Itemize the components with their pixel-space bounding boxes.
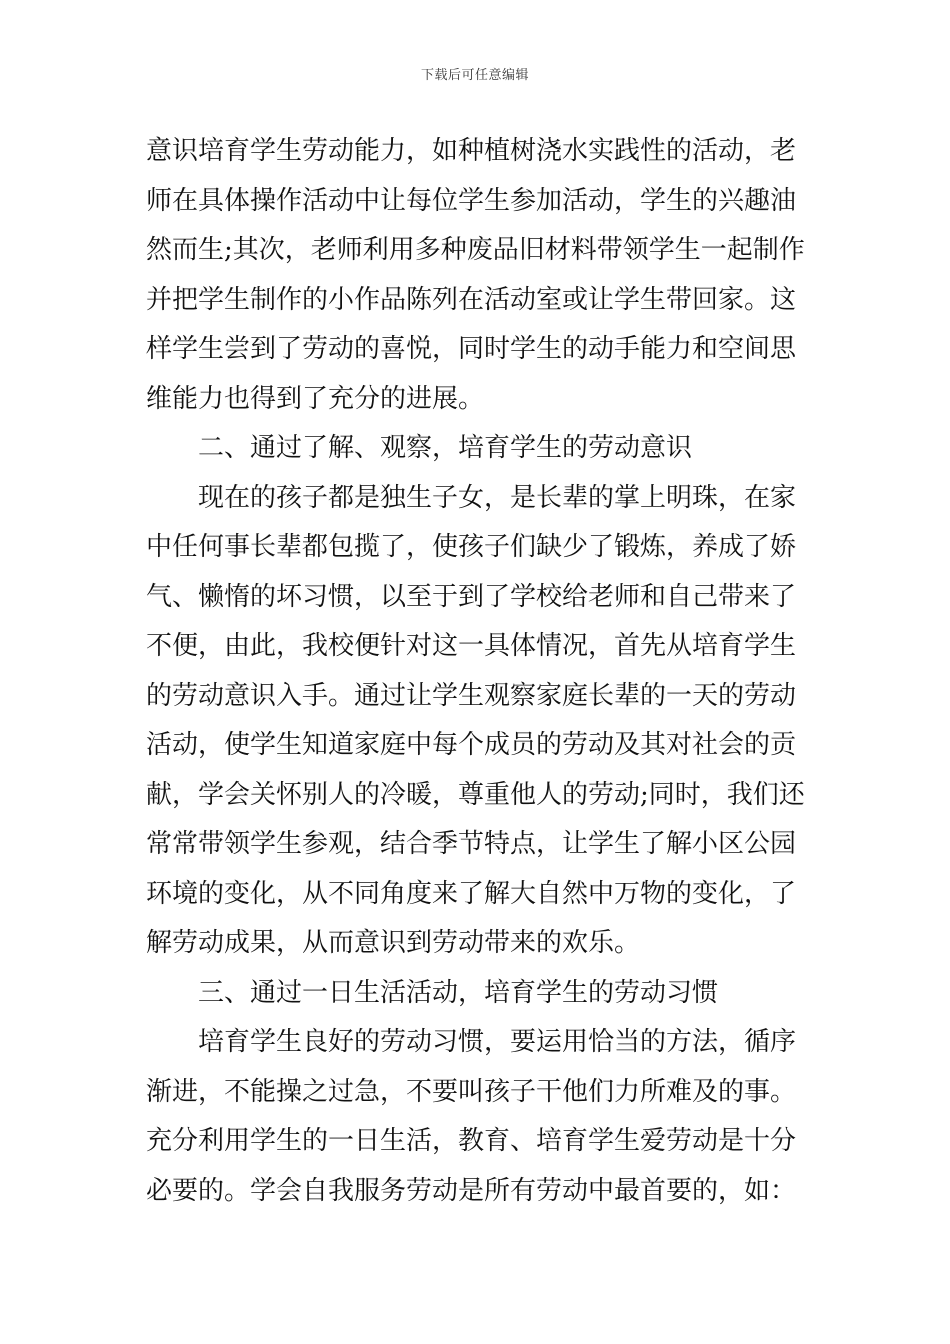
text-line: 的劳动意识入手。通过让学生观察家庭长辈的一天的劳动 xyxy=(146,680,797,711)
text-line: 并把学生制作的小作品陈列在活动室或让学生带回家。这 xyxy=(146,284,797,315)
page-header-note: 下载后可任意编辑 xyxy=(420,68,529,83)
text-line: 不便，由此，我校便针对这一具体情况，首先从培育学生 xyxy=(146,631,797,661)
document-body xyxy=(146,127,806,1216)
text-line: 环境的变化，从不同角度来了解大自然中万物的变化，了 xyxy=(146,878,797,909)
section-heading: 三、通过一日生活活动，培育学生的劳动习惯 xyxy=(198,977,719,1008)
text-line: 渐进，不能操之过急，不要叫孩子干他们力所难及的事。 xyxy=(146,1076,797,1107)
text-line: 气、懒惰的坏习惯，以至于到了学校给老师和自己带来了 xyxy=(146,581,797,612)
paragraph-first-line: 现在的孩子都是独生子女，是长辈的掌上明珠，在家 xyxy=(198,482,797,513)
text-line: 中任何事长辈都包揽了，使孩子们缺少了锻炼，养成了娇 xyxy=(146,532,797,562)
text-line: 师在具体操作活动中让每位学生参加活动，学生的兴趣油 xyxy=(146,185,797,216)
text-line: 常常带领学生参观，结合季节特点，让学生了解小区公园 xyxy=(146,829,797,859)
text-line: 样学生尝到了劳动的喜悦，同时学生的动手能力和空间思 xyxy=(146,334,797,364)
text-line: 维能力也得到了充分的进展。 xyxy=(146,383,485,414)
text-line: 意识培育学生劳动能力，如种植树浇水实践性的活动，老 xyxy=(146,136,797,166)
text-line: 活动，使学生知道家庭中每个成员的劳动及其对社会的贡 xyxy=(146,730,797,760)
text-line: 充分利用学生的一日生活，教育、培育学生爱劳动是十分 xyxy=(146,1126,797,1156)
text-line: 解劳动成果，从而意识到劳动带来的欢乐。 xyxy=(146,928,641,958)
paragraph-first-line: 培育学生良好的劳动习惯，要运用恰当的方法，循序 xyxy=(198,1027,797,1057)
text-line: 献，学会关怀别人的冷暖，尊重他人的劳动;同时，我们还 xyxy=(146,779,805,810)
text-line: 必要的。学会自我服务劳动是所有劳动中最首要的，如： xyxy=(146,1175,797,1206)
text-line: 然而生;其次，老师利用多种废品旧材料带领学生一起制作 xyxy=(146,235,805,265)
section-heading: 二、通过了解、观察，培育学生的劳动意识 xyxy=(198,433,693,463)
